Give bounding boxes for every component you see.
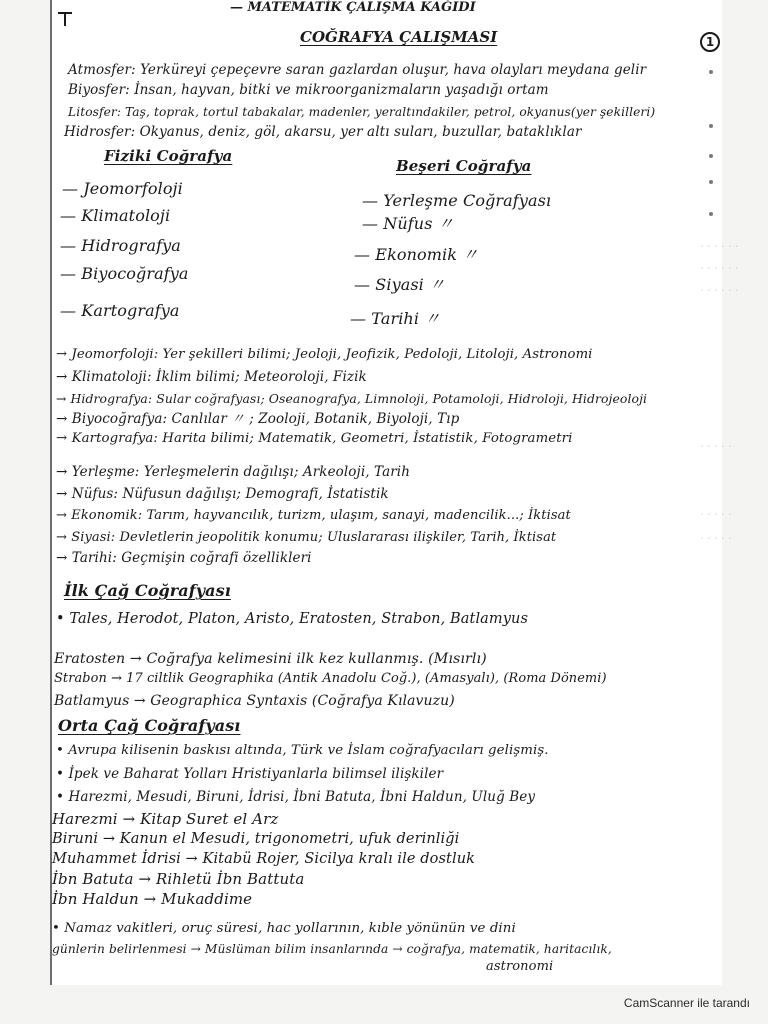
middle-age-note: günlerin belirlenmesi → Müslüman bilim insanlarında → coğrafya, matematik, haritacılık, [52,942,612,956]
definition-line: Litosfer: Taş, toprak, tortul tabakalar, madenler, yeraltındakiler, petrol, okyanus(yer şekilleri) [68,105,656,119]
physical-detail-line: → Klimatoloji: İklim bilimi; Meteoroloji, Fizik [56,369,367,385]
page-title: — MATEMATİK ÇALIŞMA KAĞIDI [230,0,476,15]
middle-age-note: • Namaz vakitleri, oruç süresi, hac yollarının, kıble yönünün ve dini [52,921,516,936]
human-geography-heading: Beşeri Coğrafya [396,157,532,175]
middle-age-line: İbn Haldun → Mukaddime [52,890,253,908]
bleed-through-text: · · · · · · [700,262,739,275]
physical-branch-item: — Hidrografya [60,236,181,255]
margin-dot [709,212,713,216]
definition-line: Biyosfer: İnsan, hayvan, bitki ve mikroorganizmaların yaşadığı ortam [68,82,549,98]
scanner-watermark: CamScanner ile tarandı [623,996,750,1010]
human-branch-item: — Yerleşme Coğrafyası [362,191,552,210]
margin-dot [709,154,713,158]
bleed-through-text: · · · · · [700,532,732,545]
middle-age-line: Harezmi → Kitap Suret el Arz [52,810,279,828]
human-detail-line: → Siyasi: Devletlerin jeopolitik konumu; Uluslararası ilişkiler, Tarih, İktisat [56,530,557,545]
first-age-line: Strabon → 17 ciltlik Geographika (Antik Anadolu Coğ.), (Amasyalı), (Roma Dönemi) [54,671,607,686]
human-branch-item: — Nüfus 〃 [362,214,454,233]
human-detail-line: → Ekonomik: Tarım, hayvancılık, turizm, ulaşım, sanayi, madencilik...; İktisat [56,508,571,523]
physical-detail-line: → Jeomorfoloji: Yer şekilleri bilimi; Jeoloji, Jeofizik, Pedoloji, Litoloji, Astronomi [56,347,593,362]
margin-dot [709,180,713,184]
human-detail-line: → Yerleşme: Yerleşmelerin dağılışı; Arkeoloji, Tarih [56,464,410,480]
definition-line: Atmosfer: Yerküreyi çepeçevre saran gazlardan oluşur, hava olayları meydana gelir [68,62,647,78]
middle-age-heading: Orta Çağ Coğrafyası [58,716,241,735]
middle-age-bullet: • İpek ve Baharat Yolları Hristiyanlarla bilimsel ilişkiler [56,766,444,782]
bleed-through-text: · · · · · [700,508,732,521]
definition-line: Hidrosfer: Okyanus, deniz, göl, akarsu, yer altı suları, buzullar, bataklıklar [64,124,582,140]
physical-detail-line: → Kartografya: Harita bilimi; Matematik, Geometri, İstatistik, Fotogrametri [56,431,573,446]
page-number-badge: 1 [700,32,720,52]
middle-age-bullet: • Harezmi, Mesudi, Biruni, İdrisi, İbni Batuta, İbni Haldun, Uluğ Bey [56,789,536,805]
middle-age-note: astronomi [486,959,554,974]
human-detail-line: → Tarihi: Geçmişin coğrafi özellikleri [56,550,312,566]
physical-detail-line: → Hidrografya: Sular coğrafyası; Oseanografya, Limnoloji, Potamoloji, Hidroloji, Hidrojeoloji [56,391,648,406]
middle-age-line: İbn Batuta → Rihletü İbn Battuta [52,870,305,888]
bleed-through-text: · · · · · · [700,284,739,297]
middle-age-line: Muhammet İdrisi → Kitabü Rojer, Sicilya kralı ile dostluk [52,851,476,867]
first-age-bullet: • Tales, Herodot, Platon, Aristo, Eratosten, Strabon, Batlamyus [56,611,529,627]
corner-mark [58,12,72,22]
physical-branch-item: — Jeomorfoloji [62,179,183,198]
margin-dot [709,124,713,128]
first-age-heading: İlk Çağ Coğrafyası [64,581,231,600]
human-detail-line: → Nüfus: Nüfusun dağılışı; Demografi, İstatistik [56,486,389,502]
first-age-line: Batlamyus → Geographica Syntaxis (Coğrafya Kılavuzu) [54,693,455,709]
bleed-through-text: · · · · · · [700,240,739,253]
first-age-line: Eratosten → Coğrafya kelimesini ilk kez kullanmış. (Mısırlı) [54,651,487,667]
human-branch-item: — Ekonomik 〃 [354,245,479,264]
human-branch-item: — Tarihi 〃 [350,309,441,328]
human-branch-item: — Siyasi 〃 [354,275,446,294]
physical-branch-item: — Biyocoğrafya [60,264,189,283]
physical-geography-heading: Fiziki Coğrafya [104,147,233,165]
physical-detail-line: → Biyocoğrafya: Canlılar 〃 ; Zooloji, Botanik, Biyoloji, Tıp [56,411,460,427]
middle-age-line: Biruni → Kanun el Mesudi, trigonometri, ufuk derinliği [52,831,460,847]
margin-dot [709,70,713,74]
middle-age-bullet: • Avrupa kilisenin baskısı altında, Türk ve İslam coğrafyacıları gelişmiş. [56,743,549,758]
section-title: COĞRAFYA ÇALIŞMASI [300,28,498,46]
physical-branch-item: — Klimatoloji [60,206,171,225]
bleed-through-text: · · · · · [700,440,732,453]
physical-branch-item: — Kartografya [60,301,180,320]
